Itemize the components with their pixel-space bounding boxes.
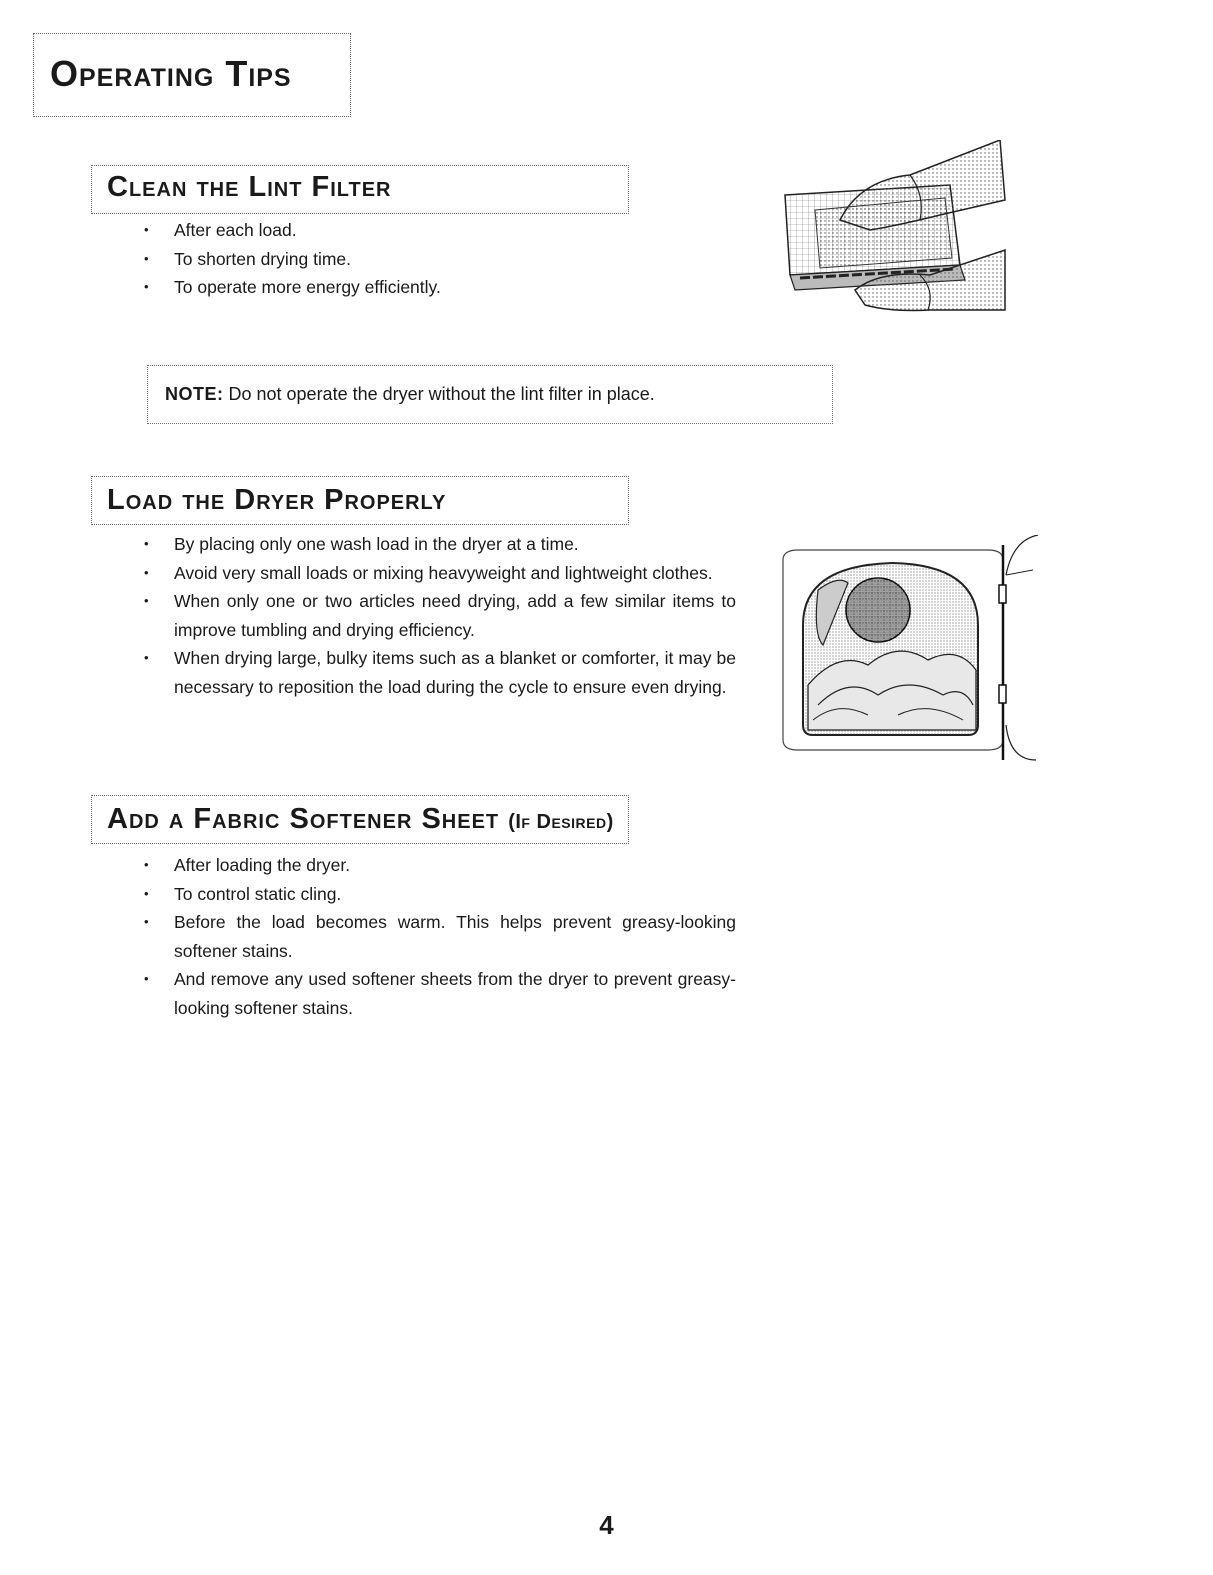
list-item: • Avoid very small loads or mixing heavyweight and lightweight clothes.: [140, 559, 736, 588]
loaded-dryer-drum-illustration: [778, 535, 1040, 765]
lint-filter-hands-illustration: [760, 140, 1010, 320]
list-item: • After loading the dryer.: [140, 851, 736, 880]
list-item: • When only one or two articles need drying, add a few similar items to improve tumbling and drying efficiency.: [140, 587, 736, 644]
softener-section-heading: [107, 801, 614, 840]
list-item: • To shorten drying time.: [140, 245, 620, 274]
list-item: • Before the load becomes warm. This helps prevent greasy-looking softener stains.: [140, 908, 736, 965]
list-item: • When drying large, bulky items such as a blanket or comforter, it may be necessary to reposition the load during the cycle to ensure even drying.: [140, 644, 736, 701]
list-item: • To control static cling.: [140, 880, 736, 909]
list-item: • And remove any used softener sheets from the dryer to prevent greasy-looking softener stains.: [140, 965, 736, 1022]
page-title: Operating Tips: [50, 53, 292, 94]
softener-heading-text: Add a Fabric Softener Sheet: [107, 803, 500, 835]
list-item: • To operate more energy efficiently.: [140, 273, 620, 302]
softener-heading-hint: (If Desired): [508, 811, 614, 833]
note-label: NOTE:: [165, 384, 224, 404]
list-item: • After each load.: [140, 216, 620, 245]
load-section-heading: Load the Dryer Properly: [107, 484, 447, 516]
lint-bullet-list: [140, 216, 620, 302]
note-text: Do not operate the dryer without the lint filter in place.: [223, 384, 655, 404]
note: [165, 382, 655, 406]
page-number: 4: [599, 1510, 614, 1540]
list-item: • By placing only one wash load in the dryer at a time.: [140, 530, 736, 559]
load-bullet-list: [140, 530, 736, 701]
lint-section-heading: Clean the Lint Filter: [107, 171, 392, 203]
softener-bullet-list: [140, 851, 736, 1022]
